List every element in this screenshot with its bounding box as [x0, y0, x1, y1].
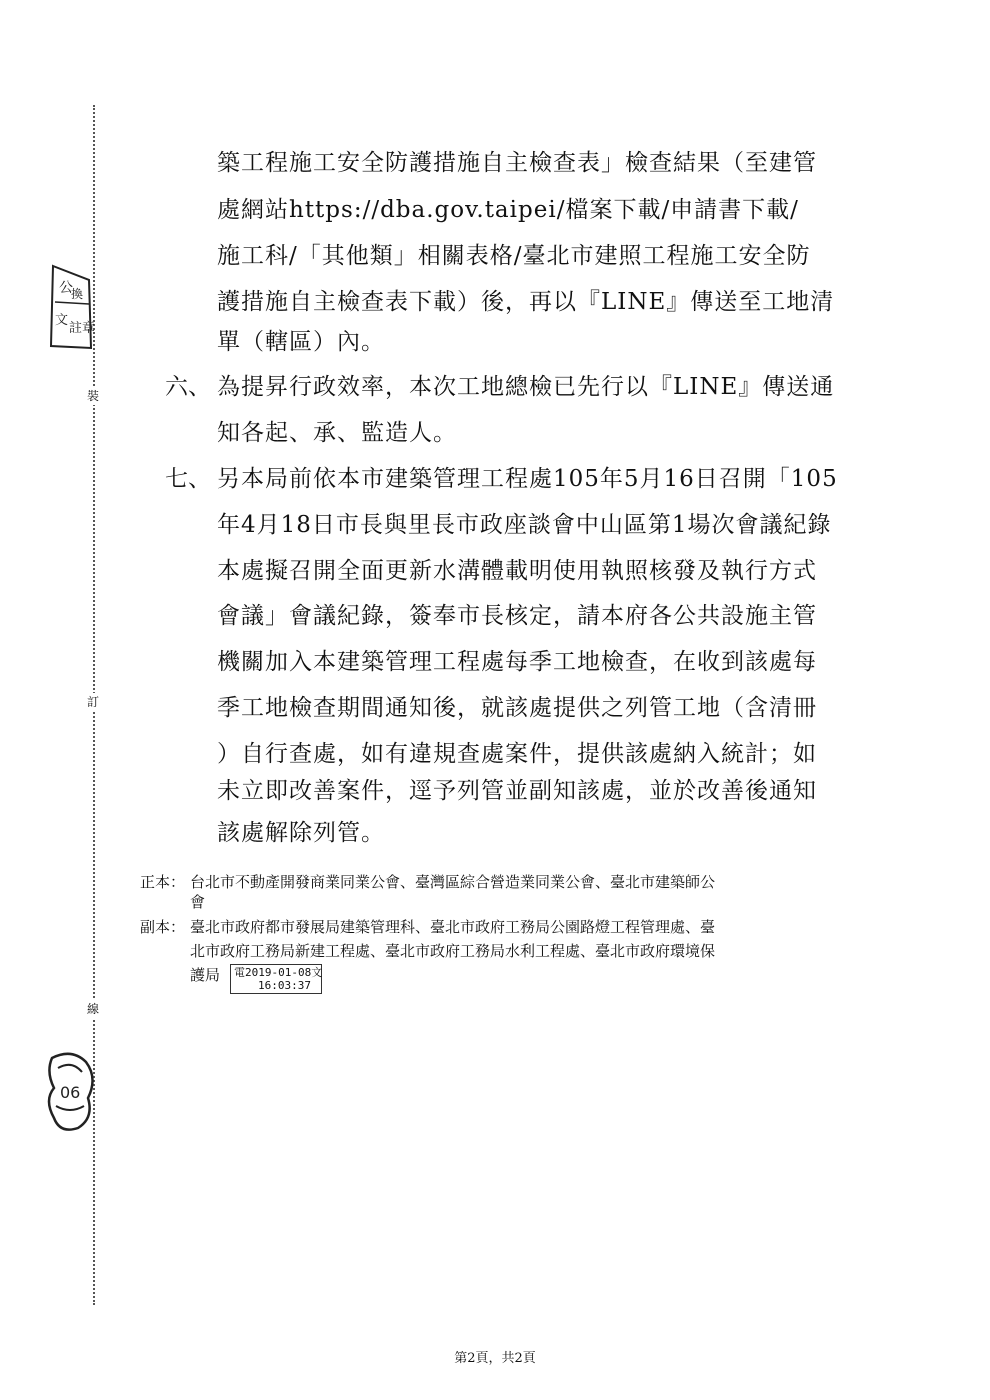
electronic-seal [230, 964, 322, 994]
svg-text:06: 06 [60, 1083, 81, 1102]
seal-glyph-left: 電 [234, 966, 245, 979]
item-line: 會議」會議紀錄，簽奉市長核定，請本府各公共設施主管 [217, 603, 817, 629]
body-line: 護措施自主檢查表下載）後，再以『LINE』傳送至工地清 [217, 289, 835, 315]
original-recipients-label: 正本： [140, 873, 186, 891]
svg-text:文: 文 [55, 313, 69, 328]
copy-recipients-label: 副本： [140, 918, 186, 936]
svg-text:公: 公 [59, 280, 73, 296]
item-line: 季工地檢查期間通知後，就該處提供之列管工地（含清冊 [217, 695, 817, 721]
binding-mark-middle: 訂 [84, 693, 102, 711]
item-line: 年4月18日市長與里長市政座談會中山區第1場次會議紀錄 [217, 512, 832, 538]
seal-time: 16:03:37 [258, 979, 311, 992]
binding-mark-top: 裝 [84, 387, 102, 405]
copy-recipients-line: 北市政府工務局新建工程處、臺北市政府工務局水利工程處、臺北市政府環境保 [190, 942, 716, 960]
binding-mark-bottom: 線 [84, 1000, 102, 1018]
svg-text:註章: 註章 [69, 321, 96, 336]
item-line: 另本局前依本市建築管理工程處105年5月16日召開「105 [217, 466, 838, 492]
original-recipients-line: 台北市不動產開發商業同業公會、臺灣區綜合營造業同業公會、臺北市建築師公 [190, 873, 716, 891]
body-line: 單（轄區）內。 [217, 329, 385, 355]
seal-date: 2019-01-08 [245, 966, 312, 979]
copy-recipients-line: 臺北市政府都市發展局建築管理科、臺北市政府工務局公園路燈工程管理處、臺 [190, 918, 716, 936]
seal-glyph-right: 文 [311, 966, 323, 979]
item-line: 知各起、承、監造人。 [217, 420, 457, 446]
body-line: 施工科/「其他類」相關表格/臺北市建照工程施工安全防 [217, 243, 811, 269]
item-line: 為提昇行政效率，本次工地總檢已先行以『LINE』傳送通 [217, 374, 835, 400]
item-line: 未立即改善案件，逕予列管並副知該處，並於改善後通知 [217, 778, 817, 804]
item-line: 本處擬召開全面更新水溝體載明使用執照核發及執行方式 [217, 558, 817, 584]
item-line: ）自行查處，如有違規查處案件，提供該處納入統計；如 [217, 741, 817, 767]
copy-recipients-line: 護局 [190, 966, 221, 984]
body-line: 處網站https://dba.gov.taipei/檔案下載/申請書下載/ [217, 197, 799, 223]
svg-text:換: 換 [71, 287, 84, 301]
item-number: 六、 [165, 374, 211, 400]
page-footer: 第2頁，共2頁 [454, 1351, 536, 1366]
item-line: 該處解除列管。 [217, 820, 385, 846]
original-recipients-line: 會 [190, 893, 206, 911]
body-line: 築工程施工安全防護措施自主檢查表」檢查結果（至建管 [217, 150, 817, 176]
item-line: 機關加入本建築管理工程處每季工地檢查，在收到該處每 [217, 649, 817, 675]
item-number: 七、 [165, 466, 211, 492]
